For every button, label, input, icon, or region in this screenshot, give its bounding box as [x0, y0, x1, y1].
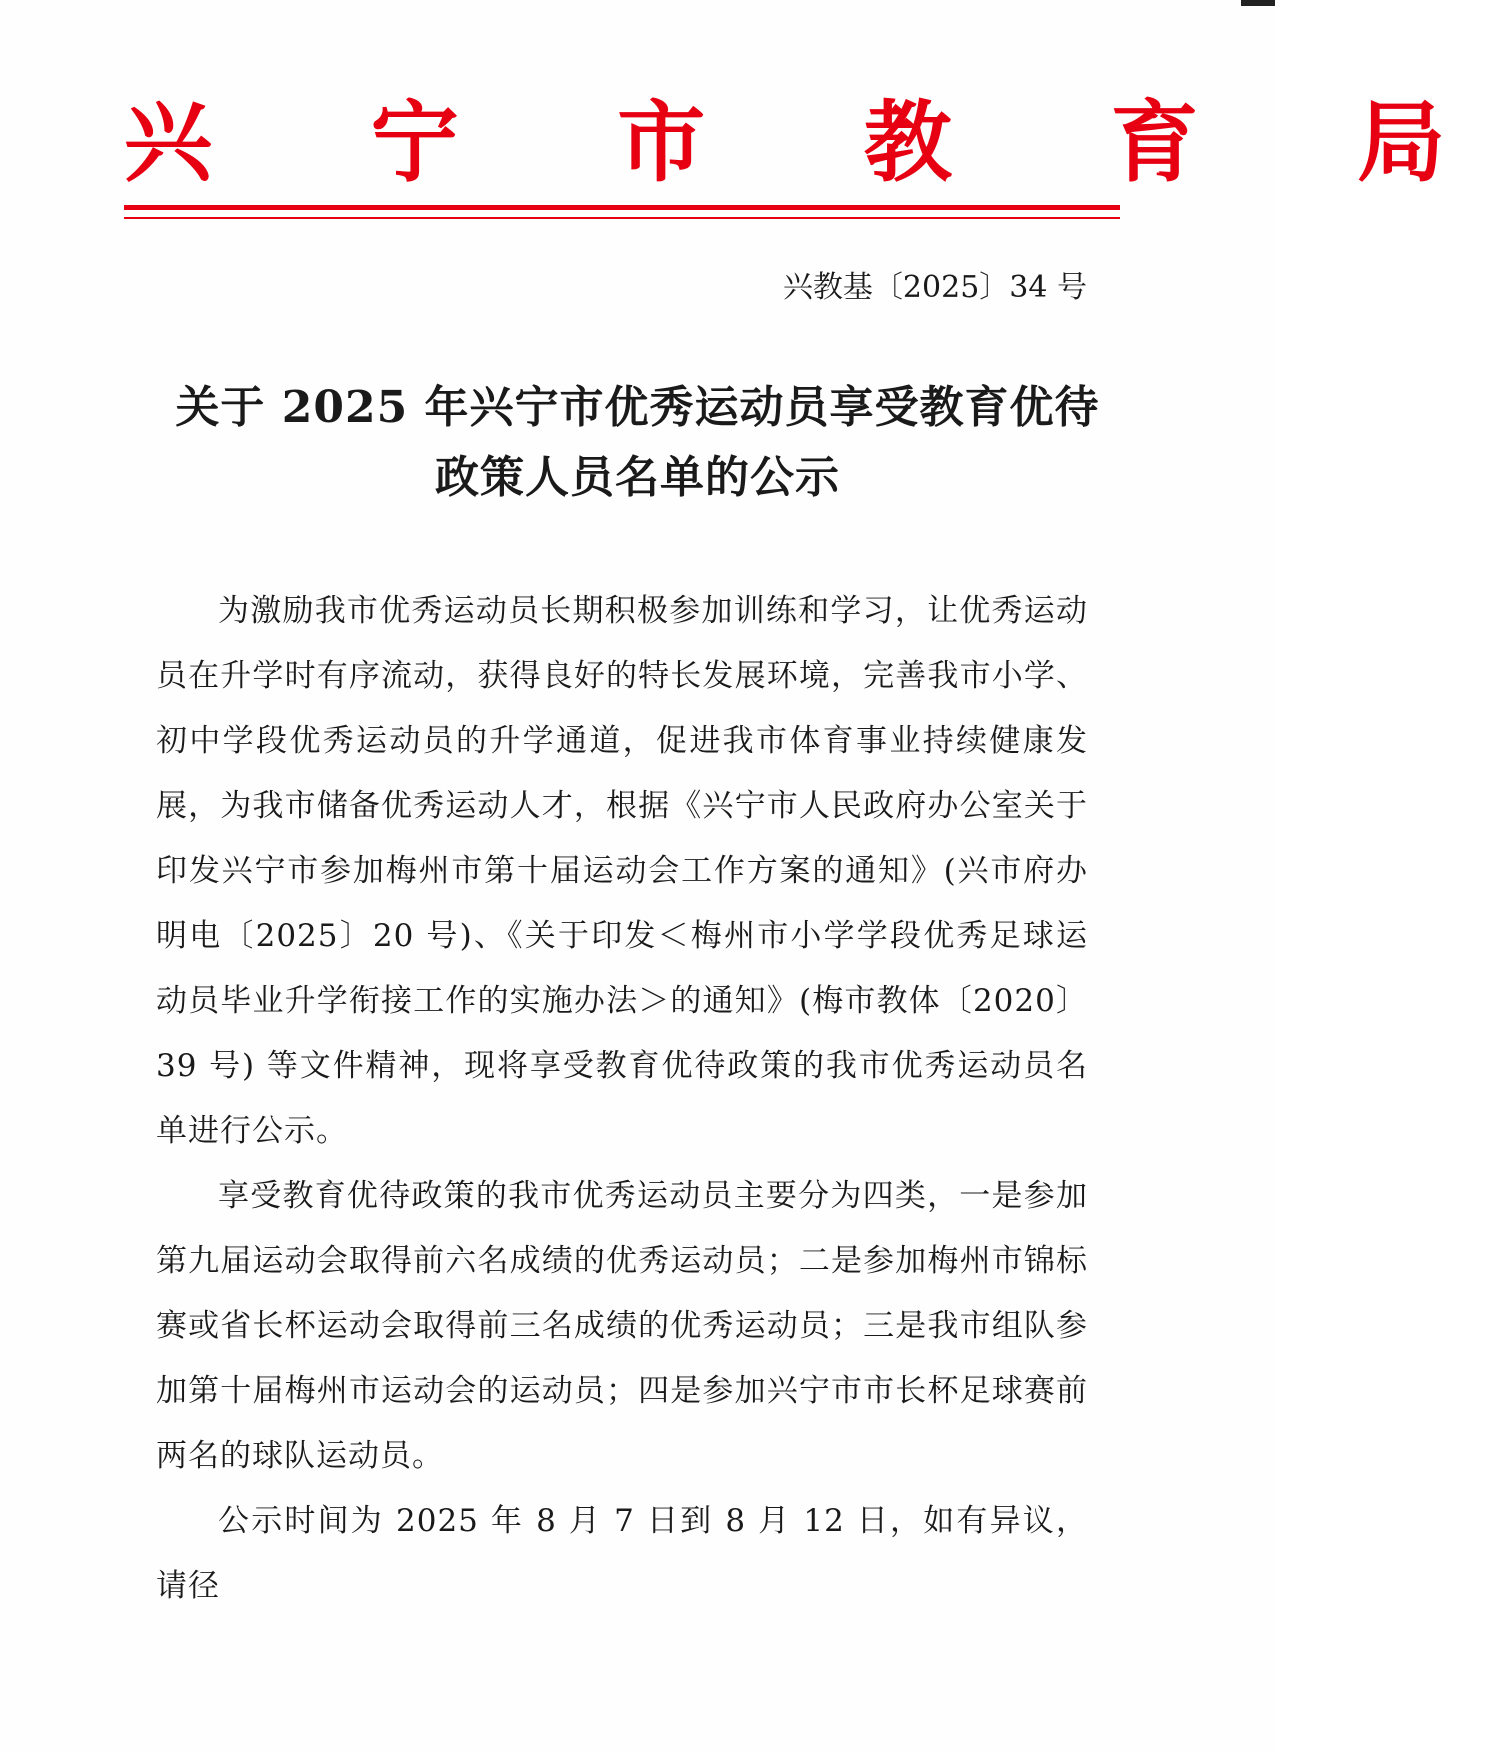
- document-number: 兴教基〔2025〕34 号: [782, 270, 1087, 305]
- body-paragraph-3: 公示时间为 2025 年 8 月 7 日到 8 月 12 日，如有异议，请径: [156, 1503, 1088, 1604]
- title-line-2: 政策人员名单的公示: [435, 452, 840, 503]
- body-paragraph-1: 为激励我市优秀运动员长期积极参加训练和学习，让优秀运动员在升学时有序流动，获得良好的特长发展环境，完善我市小学、初中学段优秀运动员的升学通道，促进我市体育事业持续健康发展，为我市储备优秀运动人才，根据《兴宁市人民政府办公室关于印发兴宁市参加梅州市第十届运动会工作方案的通知》(兴市府办明电〔2025〕20 号)、《关于印发＜梅州市小学学段优秀足球运动员毕业升学衔接工作的实施办法＞的通知》(梅市教体〔2020〕39 号) 等文件精神，现将享受教育优待政策的我市优秀运动员名单进行公示。: [156, 593, 1088, 1149]
- document-body: [156, 579, 1088, 1619]
- title-line-1: 关于 2025 年兴宁市优秀运动员享受教育优待: [175, 382, 1100, 433]
- masthead-rule-thick: [124, 205, 1120, 210]
- agency-masthead: 兴 宁 市 教 育 局: [124, 90, 1509, 194]
- document-title: [140, 373, 1135, 513]
- scan-edge-mark: [1241, 0, 1275, 6]
- masthead-rule-thin: [124, 217, 1120, 219]
- body-paragraph-2: 享受教育优待政策的我市优秀运动员主要分为四类，一是参加第九届运动会取得前六名成绩的优秀运动员；二是参加梅州市锦标赛或省长杯运动会取得前三名成绩的优秀运动员；三是我市组队参加第十届梅州市运动会的运动员；四是参加兴宁市市长杯足球赛前两名的球队运动员。: [156, 1178, 1088, 1474]
